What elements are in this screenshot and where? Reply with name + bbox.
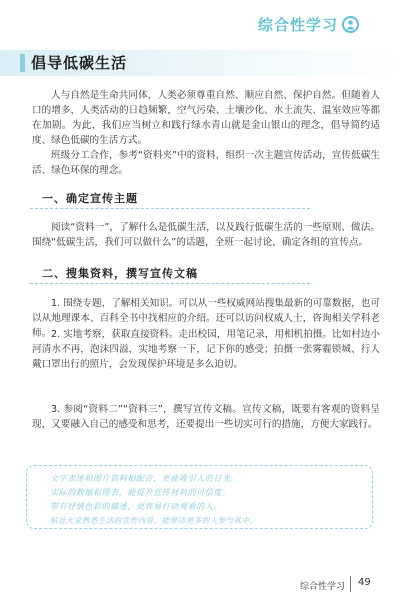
- section-heading-1: [30, 190, 310, 209]
- section-heading-2: [30, 265, 310, 284]
- unit-header: [258, 14, 359, 35]
- intro-paragraph-1: 人与自然是生命共同体，人类必须尊重自然、顺应自然、保护自然。但随着人口的增多，人类活动的日趋频繁，空气污染、土壤沙化、水土流失、温室效应等都在加剧。为此，我们应当树立和践行绿水青山就是金山银山的理念，倡导简约适度、绿色低碳的生活方式。: [32, 90, 380, 146]
- page-number: 49: [358, 577, 371, 588]
- tip-line-3: 带有抒情色彩的描述，更容易打动观看的人。: [50, 502, 222, 511]
- footer-divider: [350, 576, 351, 592]
- lesson-title-band: [0, 50, 400, 76]
- person-badge-icon: [342, 16, 359, 33]
- tip-line-2: 实际的数据和图表，能提升宣传材料的可信度。: [50, 488, 231, 497]
- tip-line-4: 贴近大家熟悉生活的宣传内容，能带动更多的人参与其中。: [50, 516, 258, 525]
- lesson-title: 倡导低碳生活: [31, 54, 128, 72]
- section-heading-2-text: 二、搜集资料，撰写宣传文稿: [42, 267, 198, 280]
- footer-section-label: 综合性学习: [300, 582, 346, 592]
- section2-item-3: 3. 参阅“资料二”“资料三”，撰写宣传文稿。宣传文稿，既要有客观的资料呈现，又要融入自己的感受和思考，还要提出一些切实可行的措施，方便大家践行。: [32, 404, 380, 430]
- section-heading-1-text: 一、确定宣传主题: [42, 192, 138, 205]
- title-accent-bar: [20, 54, 25, 72]
- section1-paragraph: 阅读“资料一”，了解什么是低碳生活，以及践行低碳生活的一些原则、做法。围绕“低碳生活，我们可以做什么”的话题，全班一起讨论，确定各组的宣传点。: [32, 222, 380, 248]
- tip-line-1: 文字表述和图片资料相配合，更能吸引人的目光。: [50, 474, 240, 483]
- section2-item-2: 2. 实地考察，获取直接资料。走出校园，用笔记录，用相机拍摄。比如村边小河清水不再，泡沫四溢，实地考察一下，记下你的感受；拍摄一张雾霾锁城、行人戴口罩出行的照片，会发现保护环境是多么迫切。: [32, 329, 380, 370]
- section2-item-1: 1. 围绕专题，了解相关知识。可以从一些权威网站搜集最新的可靠数据，也可以从地理课本、百科全书中找相应的介绍。还可以访问权威人士，咨询相关学科老师。: [32, 298, 380, 339]
- intro-paragraph-2: 班级分工合作，参考“资料夹”中的资料，组织一次主题宣传活动，宣传低碳生活、绿色环保的理念。: [32, 150, 380, 176]
- unit-header-title: 综合性学习: [258, 16, 339, 34]
